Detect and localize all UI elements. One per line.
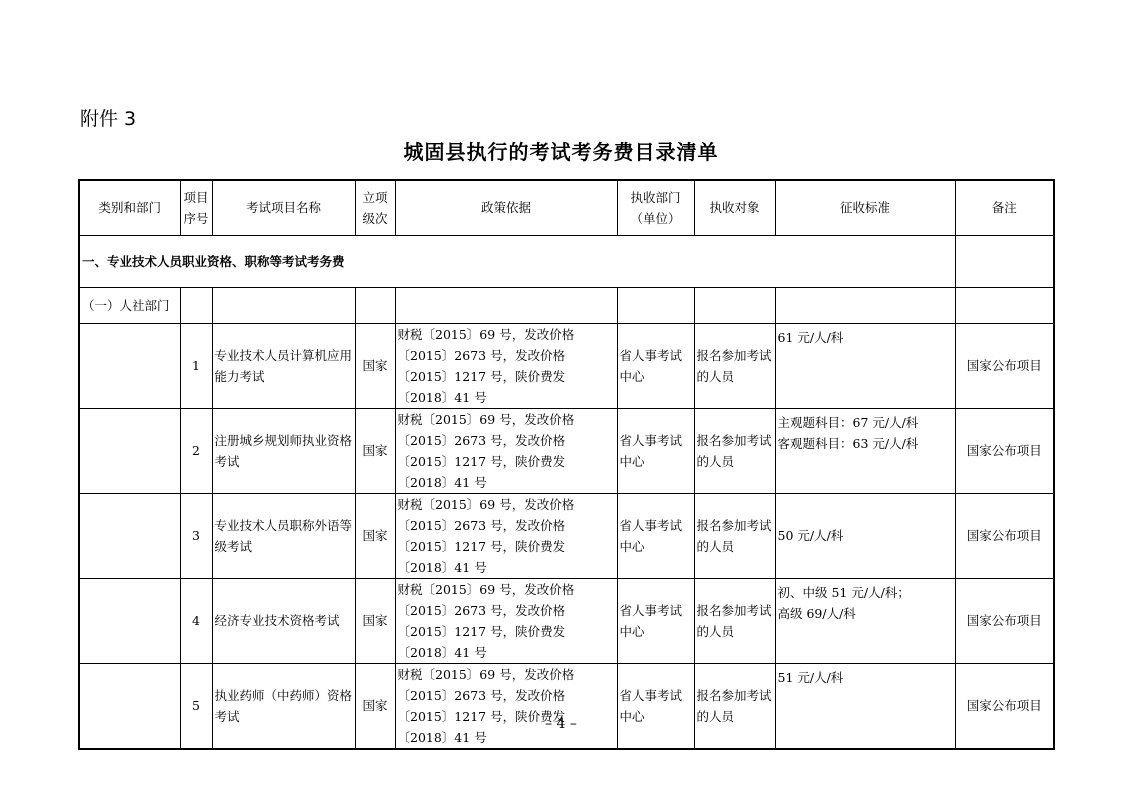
row-name: 执业药师（中药师）资格考试	[212, 663, 355, 749]
table-header-row	[79, 180, 1054, 235]
header-seq-line2: 序号	[183, 210, 209, 226]
row-remark: 国家公布项目	[955, 493, 1054, 578]
page-number: – 4 –	[545, 716, 577, 732]
row-policy: 财税〔2015〕69 号，发改价格〔2015〕2673 号，发改价格〔2015〕1217 号，陕价费发〔2018〕41 号	[395, 323, 617, 408]
row-seq: 4	[180, 578, 212, 663]
header-seq	[180, 180, 212, 235]
header-policy: 政策依据	[395, 180, 617, 235]
row-policy: 财税〔2015〕69 号，发改价格〔2015〕2673 号，发改价格〔2015〕1217 号，陕价费发〔2018〕41 号	[395, 578, 617, 663]
row-standard: 初、中级 51 元/人/科； 高级 69/人/科	[775, 578, 955, 663]
row-target: 报名参加考试的人员	[694, 663, 775, 749]
section-title: 一、专业技术人员职业资格、职称等考试考务费	[79, 235, 955, 287]
row-level: 国家	[355, 663, 395, 749]
row-seq: 3	[180, 493, 212, 578]
table-row	[79, 493, 1054, 578]
row-name: 经济专业技术资格考试	[212, 578, 355, 663]
header-name: 考试项目名称	[212, 180, 355, 235]
table-row	[79, 578, 1054, 663]
table-row	[79, 408, 1054, 493]
header-standard: 征收标准	[775, 180, 955, 235]
row-level: 国家	[355, 323, 395, 408]
row-target: 报名参加考试的人员	[694, 493, 775, 578]
row-standard: 主观题科目：67 元/人/科 客观题科目：63 元/人/科	[775, 408, 955, 493]
row-level: 国家	[355, 578, 395, 663]
row-policy: 财税〔2015〕69 号，发改价格〔2015〕2673 号，发改价格〔2015〕1217 号，陕价费发〔2018〕41 号	[395, 663, 617, 749]
header-dept	[617, 180, 694, 235]
header-seq-line1: 项目	[183, 189, 209, 205]
fee-catalog-table	[78, 179, 1055, 750]
row-standard: 51 元/人/科	[775, 663, 955, 749]
row-name: 专业技术人员职称外语等级考试	[212, 493, 355, 578]
table-row	[79, 663, 1054, 749]
document-title: 城固县执行的考试考务费目录清单	[403, 140, 719, 164]
table-row	[79, 323, 1054, 408]
row-dept: 省人事考试中心	[617, 323, 694, 408]
header-level-line2: 级次	[362, 210, 388, 226]
header-level	[355, 180, 395, 235]
row-target: 报名参加考试的人员	[694, 408, 775, 493]
row-target: 报名参加考试的人员	[694, 323, 775, 408]
row-seq: 1	[180, 323, 212, 408]
row-remark: 国家公布项目	[955, 323, 1054, 408]
row-level: 国家	[355, 493, 395, 578]
attachment-label: 附件 3	[80, 108, 137, 130]
row-name: 注册城乡规划师执业资格考试	[212, 408, 355, 493]
row-remark: 国家公布项目	[955, 408, 1054, 493]
row-policy: 财税〔2015〕69 号，发改价格〔2015〕2673 号，发改价格〔2015〕1217 号，陕价费发〔2018〕41 号	[395, 408, 617, 493]
row-dept: 省人事考试中心	[617, 493, 694, 578]
header-target: 执收对象	[694, 180, 775, 235]
subsection-row	[79, 287, 1054, 323]
row-dept: 省人事考试中心	[617, 663, 694, 749]
header-dept-line1: 执收部门	[630, 189, 681, 205]
row-remark: 国家公布项目	[955, 663, 1054, 749]
row-seq: 5	[180, 663, 212, 749]
header-level-line1: 立项	[362, 189, 388, 205]
row-policy: 财税〔2015〕69 号，发改价格〔2015〕2673 号，发改价格〔2015〕1217 号，陕价费发〔2018〕41 号	[395, 493, 617, 578]
row-seq: 2	[180, 408, 212, 493]
row-dept: 省人事考试中心	[617, 408, 694, 493]
subsection-title: （一）人社部门	[79, 287, 180, 323]
row-standard: 50 元/人/科	[775, 493, 955, 578]
header-dept-line2: （单位）	[630, 210, 681, 226]
section-remark-cell	[955, 235, 1054, 287]
row-name: 专业技术人员计算机应用能力考试	[212, 323, 355, 408]
header-remark: 备注	[955, 180, 1054, 235]
section-row	[79, 235, 1054, 287]
row-level: 国家	[355, 408, 395, 493]
row-standard: 61 元/人/科	[775, 323, 955, 408]
header-category: 类别和部门	[79, 180, 180, 235]
row-target: 报名参加考试的人员	[694, 578, 775, 663]
row-dept: 省人事考试中心	[617, 578, 694, 663]
row-remark: 国家公布项目	[955, 578, 1054, 663]
